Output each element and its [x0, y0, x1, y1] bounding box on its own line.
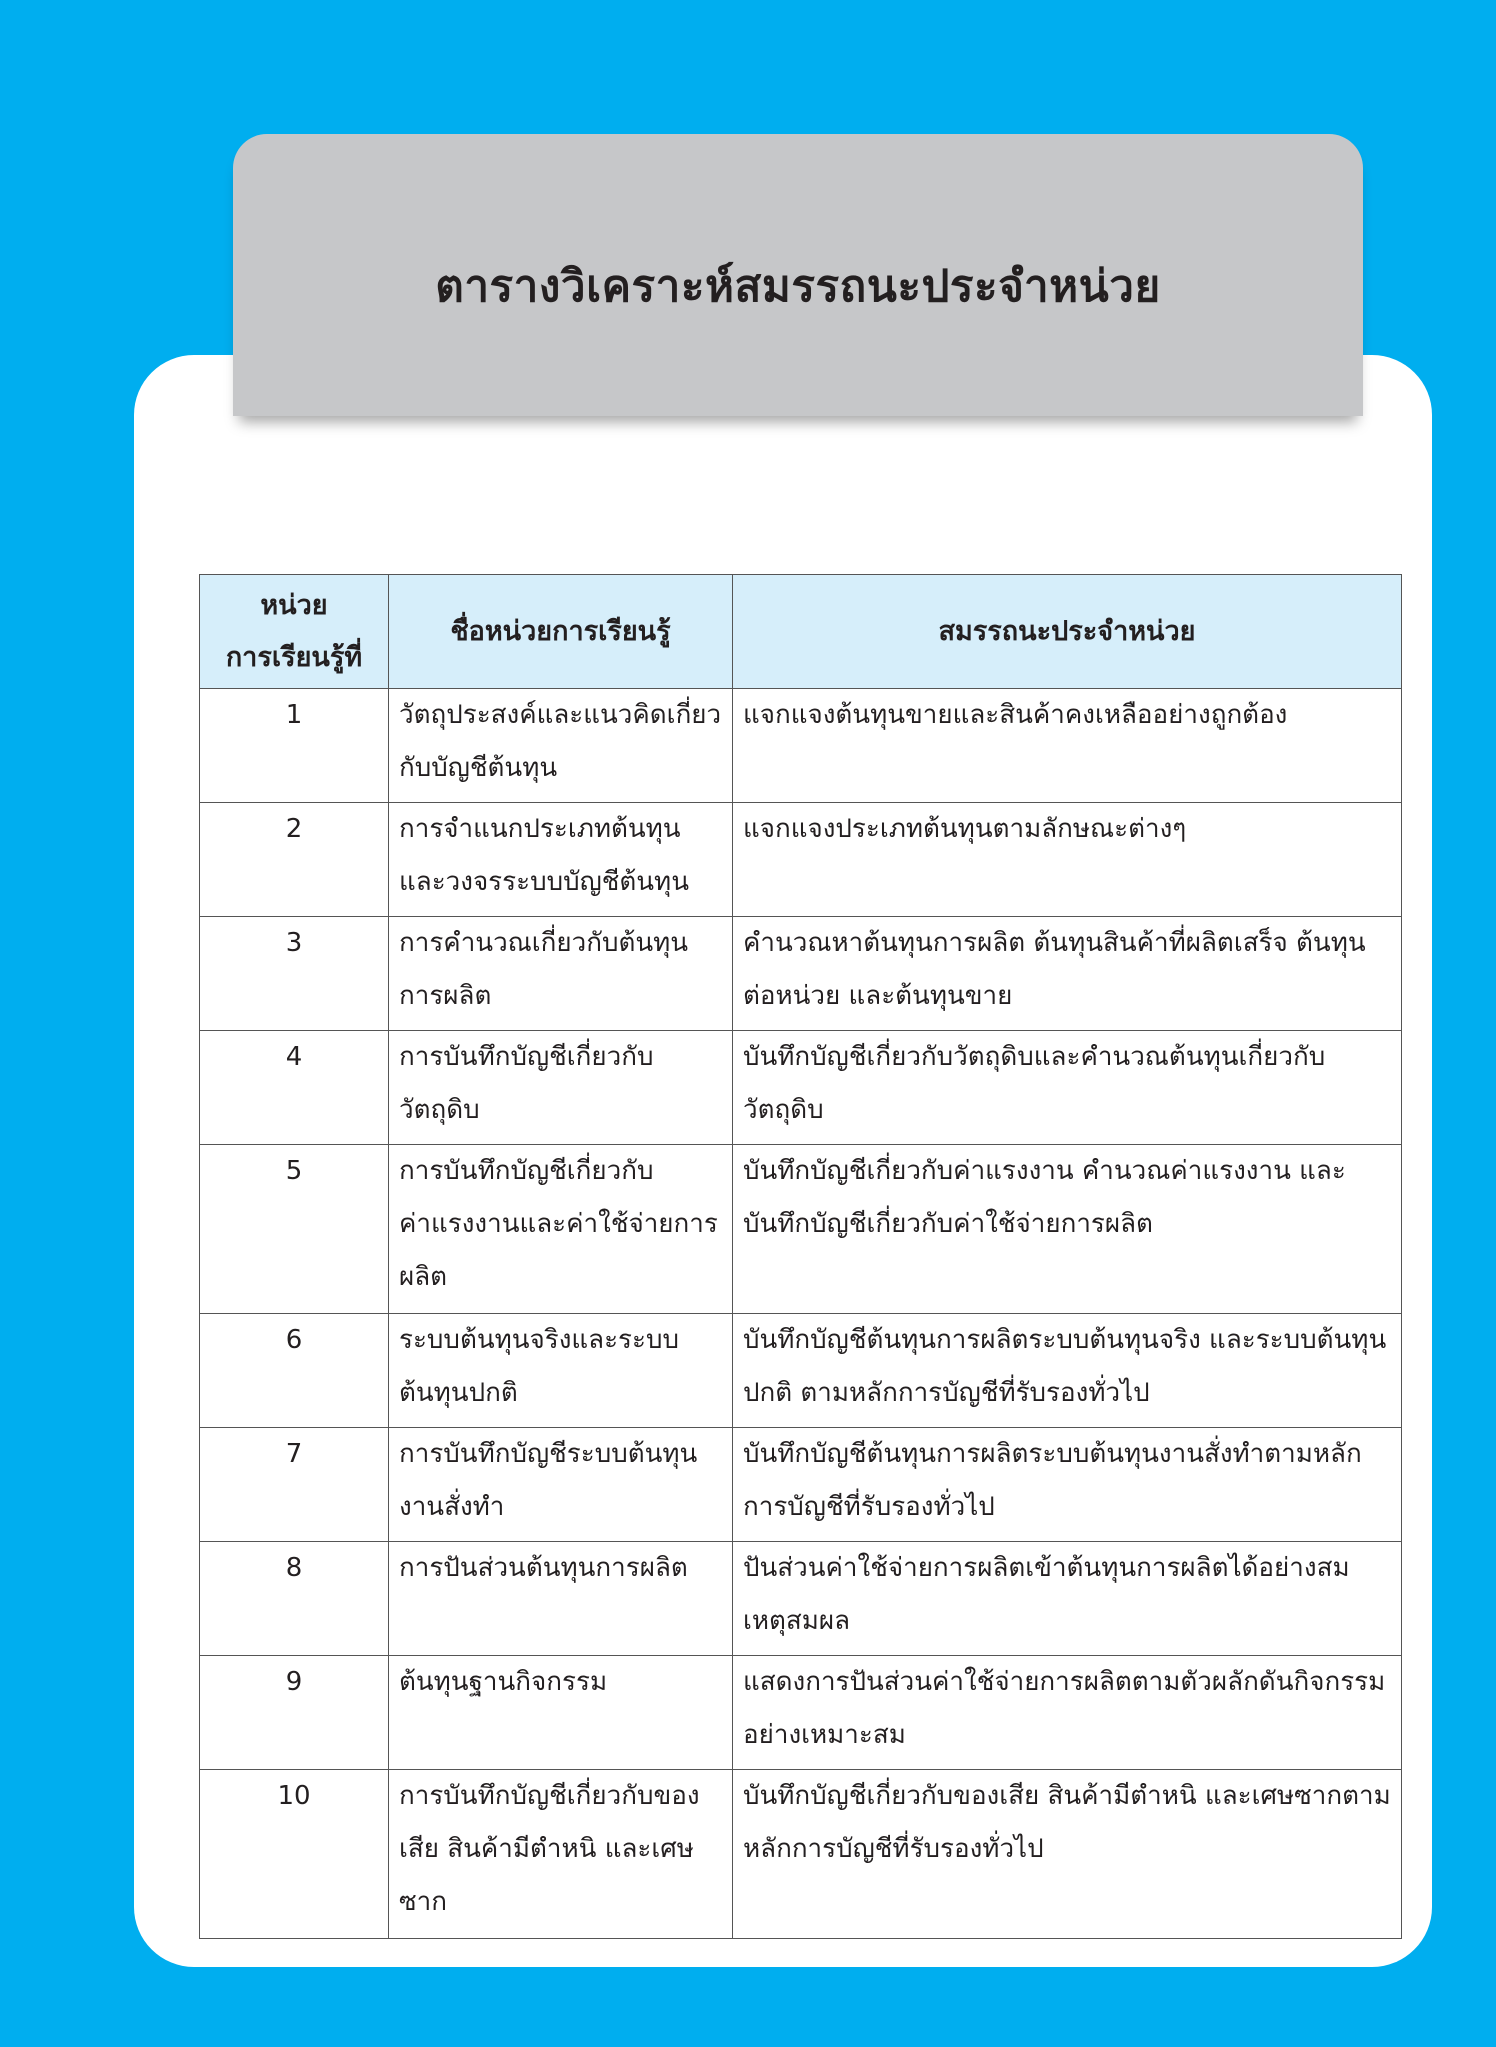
competency-cell: บันทึกบัญชีเกี่ยวกับของเสีย สินค้ามีตำหนิ และเศษซากตามหลักการบัญชีที่รับรองทั่วไป	[733, 1770, 1402, 1939]
competency-cell: บันทึกบัญชีต้นทุนการผลิตระบบต้นทุนจริง และระบบต้นทุนปกติ ตามหลักการบัญชีที่รับรองทั่วไป	[733, 1314, 1402, 1428]
title-tab	[233, 134, 1363, 416]
table-row	[200, 1314, 1402, 1428]
unit-number-cell: 6	[200, 1314, 389, 1428]
unit-name-cell: การบันทึกบัญชีเกี่ยวกับวัตถุดิบ	[389, 1031, 733, 1145]
table-row	[200, 689, 1402, 803]
competency-table	[199, 574, 1402, 1939]
competency-cell: แจกแจงต้นทุนขายและสินค้าคงเหลืออย่างถูกต้อง	[733, 689, 1402, 803]
table-header-row	[200, 575, 1402, 689]
unit-name-cell: การบันทึกบัญชีระบบต้นทุนงานสั่งทำ	[389, 1428, 733, 1542]
competency-cell: บันทึกบัญชีเกี่ยวกับค่าแรงงาน คำนวณค่าแรงงาน และบันทึกบัญชีเกี่ยวกับค่าใช้จ่ายการผลิต	[733, 1145, 1402, 1314]
competency-cell: บันทึกบัญชีเกี่ยวกับวัตถุดิบและคำนวณต้นทุนเกี่ยวกับวัตถุดิบ	[733, 1031, 1402, 1145]
unit-name-cell: การจำแนกประเภทต้นทุนและวงจรระบบบัญชีต้นทุน	[389, 803, 733, 917]
unit-number-cell: 7	[200, 1428, 389, 1542]
table-row	[200, 1770, 1402, 1939]
unit-number-cell: 10	[200, 1770, 389, 1939]
unit-number-cell: 3	[200, 917, 389, 1031]
competency-cell: แสดงการปันส่วนค่าใช้จ่ายการผลิตตามตัวผลักดันกิจกรรมอย่างเหมาะสม	[733, 1656, 1402, 1770]
table-row	[200, 803, 1402, 917]
header-unit-name: ชื่อหน่วยการเรียนรู้	[389, 575, 733, 689]
header-unit-number	[200, 575, 389, 689]
page-title: ตารางวิเคราะห์สมรรถนะประจำหน่วย	[435, 261, 1161, 312]
unit-name-cell: การคำนวณเกี่ยวกับต้นทุนการผลิต	[389, 917, 733, 1031]
unit-name-cell: การบันทึกบัญชีเกี่ยวกับของเสีย สินค้ามีตำหนิ และเศษซาก	[389, 1770, 733, 1939]
unit-number-cell: 5	[200, 1145, 389, 1314]
unit-name-cell: ระบบต้นทุนจริงและระบบต้นทุนปกติ	[389, 1314, 733, 1428]
unit-name-cell: วัตถุประสงค์และแนวคิดเกี่ยวกับบัญชีต้นทุน	[389, 689, 733, 803]
competency-cell: แจกแจงประเภทต้นทุนตามลักษณะต่างๆ	[733, 803, 1402, 917]
competency-cell: ปันส่วนค่าใช้จ่ายการผลิตเข้าต้นทุนการผลิตได้อย่างสมเหตุสมผล	[733, 1542, 1402, 1656]
competency-cell: คำนวณหาต้นทุนการผลิต ต้นทุนสินค้าที่ผลิตเสร็จ ต้นทุนต่อหน่วย และต้นทุนขาย	[733, 917, 1402, 1031]
header-unit-line1: หน่วย	[260, 589, 328, 621]
unit-name-cell: ต้นทุนฐานกิจกรรม	[389, 1656, 733, 1770]
competency-cell: บันทึกบัญชีต้นทุนการผลิตระบบต้นทุนงานสั่งทำตามหลักการบัญชีที่รับรองทั่วไป	[733, 1428, 1402, 1542]
table-row	[200, 1031, 1402, 1145]
unit-number-cell: 9	[200, 1656, 389, 1770]
unit-number-cell: 4	[200, 1031, 389, 1145]
table-row	[200, 917, 1402, 1031]
table-row	[200, 1656, 1402, 1770]
header-competency: สมรรถนะประจำหน่วย	[733, 575, 1402, 689]
unit-number-cell: 1	[200, 689, 389, 803]
unit-name-cell: การบันทึกบัญชีเกี่ยวกับค่าแรงงานและค่าใช้จ่ายการผลิต	[389, 1145, 733, 1314]
unit-number-cell: 8	[200, 1542, 389, 1656]
unit-name-cell: การปันส่วนต้นทุนการผลิต	[389, 1542, 733, 1656]
table-row	[200, 1428, 1402, 1542]
header-unit-line2: การเรียนรู้ที่	[225, 641, 363, 673]
table-row	[200, 1542, 1402, 1656]
table-row	[200, 1145, 1402, 1314]
unit-number-cell: 2	[200, 803, 389, 917]
